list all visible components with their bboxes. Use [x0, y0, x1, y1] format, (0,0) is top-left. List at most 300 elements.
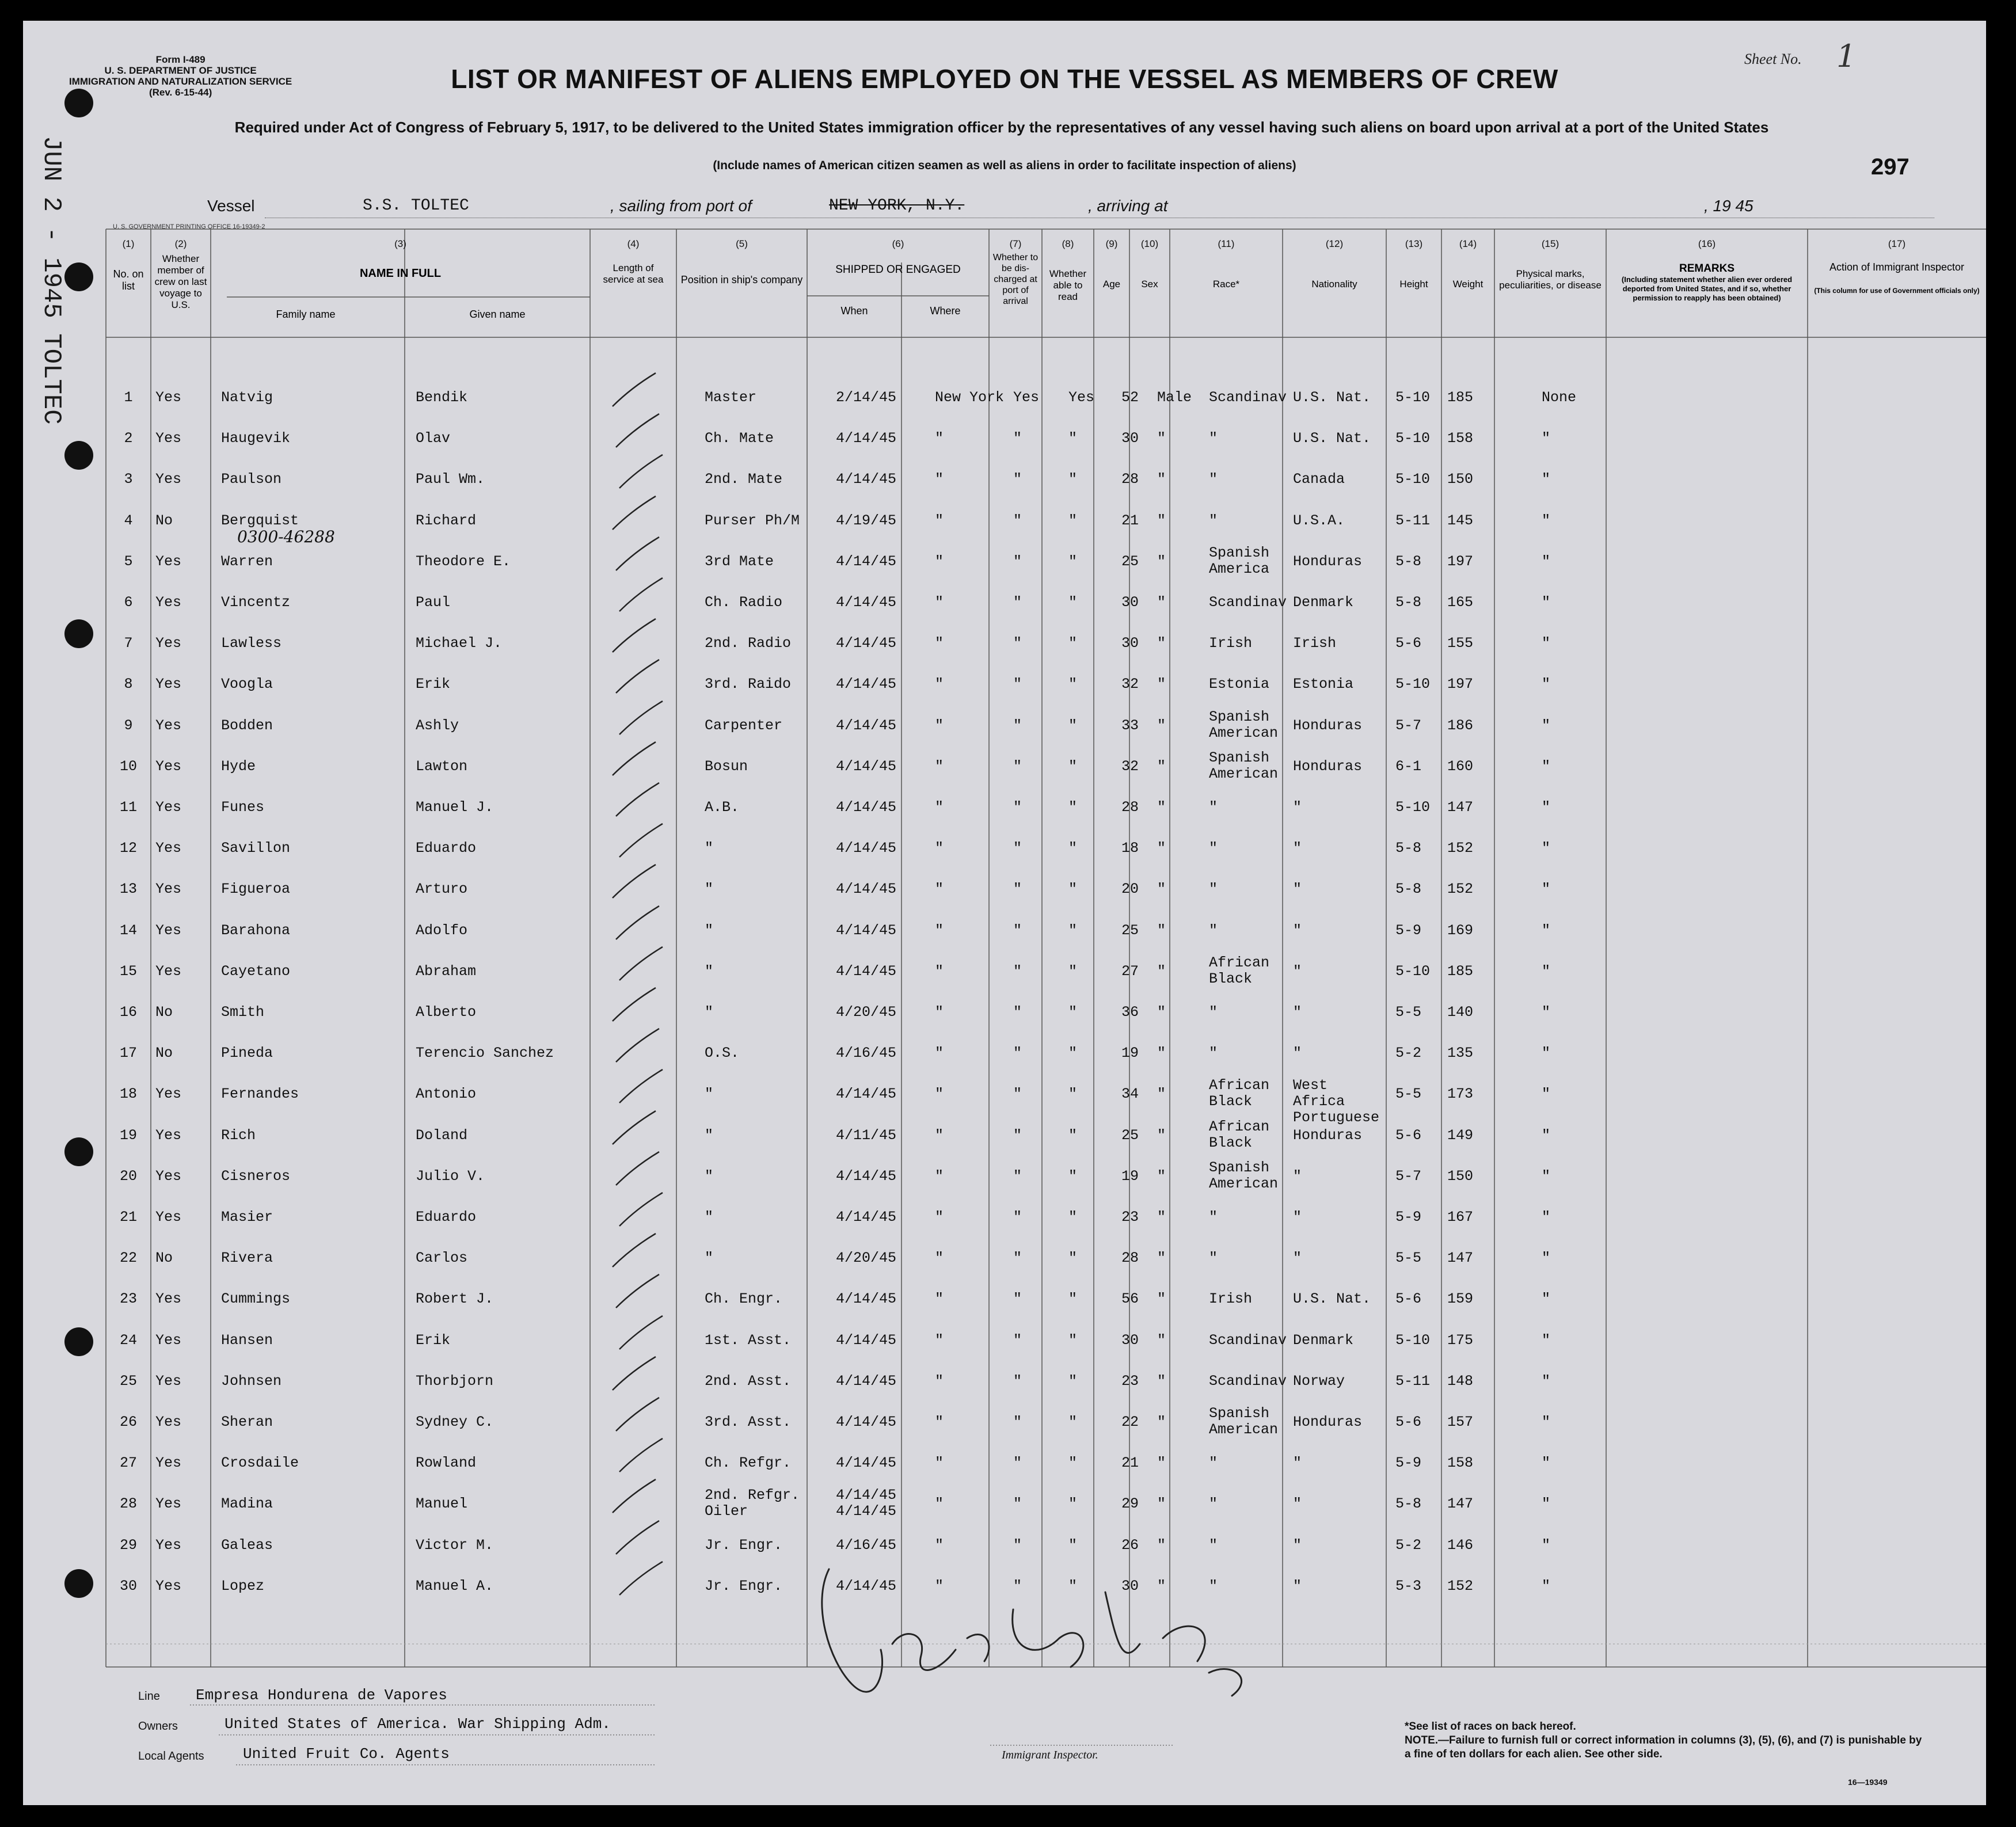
cell-height: 5-2	[1395, 1045, 1422, 1062]
cell-weight: 146	[1447, 1536, 1474, 1554]
cell-race: "	[1209, 512, 1218, 529]
cell-position: Bosun	[705, 758, 748, 775]
cell-when: 4/14/45	[836, 962, 897, 980]
cell-nat: "	[1293, 1004, 1302, 1021]
cell-given: Richard	[416, 512, 477, 529]
date-stamp: JUN 2 - 1945 TOLTEC	[37, 136, 66, 425]
cell-age: 30	[1121, 1577, 1139, 1594]
cell-position: Ch. Mate	[705, 430, 774, 447]
cell-when: 4/11/45	[836, 1126, 897, 1144]
cell-read: "	[1068, 676, 1078, 693]
cell-read: "	[1068, 881, 1078, 898]
cell-weight: 150	[1447, 1167, 1474, 1185]
arrival-year: , 19 45	[1704, 197, 1753, 215]
cell-no: 30	[119, 1577, 137, 1594]
cell-height: 5-10	[1395, 962, 1431, 980]
cell-family: Sheran	[221, 1414, 273, 1430]
cell-no: 21	[119, 1209, 137, 1225]
cell-position: "	[705, 881, 714, 898]
cell-phys: "	[1542, 1331, 1551, 1349]
cell-no: 14	[119, 922, 137, 939]
cell-height: 5-7	[1395, 1167, 1422, 1185]
header-remarks-note: (Including statement whether alien ever ordered deported from United States, and if so, whether permission to reapply has been obtained)	[1621, 275, 1793, 302]
cell-position: 3rd Mate	[705, 553, 774, 570]
form-identifier: Form I-489 U. S. DEPARTMENT OF JUSTICE IMMIGRATION AND NATURALIZATION SERVICE (Rev. 6-15-44)	[69, 54, 292, 98]
cell-member: Yes	[155, 553, 182, 570]
cell-height: 5-8	[1395, 553, 1422, 570]
cell-where: "	[935, 1209, 944, 1225]
cell-race: African Black	[1209, 1077, 1270, 1110]
cell-where: "	[935, 1331, 944, 1349]
cell-race: "	[1209, 1209, 1218, 1225]
cell-no: 13	[119, 881, 137, 898]
cell-weight: 197	[1447, 553, 1474, 570]
cell-sex: "	[1157, 1126, 1166, 1144]
cell-height: 5-10	[1395, 430, 1431, 447]
cell-given: Paul	[416, 594, 451, 611]
cell-sex: "	[1157, 594, 1166, 611]
cell-when: 4/16/45	[836, 1045, 897, 1062]
cell-position: "	[705, 962, 714, 980]
cell-height: 5-9	[1395, 1455, 1422, 1472]
cell-given: Carlos	[416, 1250, 468, 1267]
col-num: (10)	[1140, 238, 1159, 249]
cell-sex: "	[1157, 1004, 1166, 1021]
cell-position: 3rd. Asst.	[705, 1414, 792, 1430]
cell-where: "	[935, 1372, 944, 1390]
cell-sex: "	[1157, 1209, 1166, 1225]
cell-when: 4/14/45	[836, 758, 897, 775]
cell-where: "	[935, 512, 944, 529]
cell-phys: "	[1542, 881, 1551, 898]
cell-member: Yes	[155, 799, 182, 816]
cell-family: Haugevik	[221, 430, 291, 447]
cell-phys: "	[1542, 962, 1551, 980]
cell-member: Yes	[155, 1577, 182, 1594]
cell-member: Yes	[155, 1495, 182, 1513]
cell-age: 32	[1121, 758, 1139, 775]
cell-race: "	[1209, 1536, 1218, 1554]
line-value: Empresa Hondurena de Vapores	[196, 1687, 447, 1704]
cell-disch: "	[1013, 1455, 1022, 1472]
cell-phys: "	[1542, 553, 1551, 570]
sailing-label: , sailing from port of	[610, 197, 752, 215]
cell-age: 19	[1121, 1045, 1139, 1062]
cell-disch: "	[1013, 635, 1022, 652]
cell-member: Yes	[155, 1291, 182, 1308]
cell-family: Hansen	[221, 1331, 273, 1349]
cell-no: 2	[124, 430, 133, 447]
cell-race: Scandinav	[1209, 1372, 1287, 1390]
cell-phys: "	[1542, 1577, 1551, 1594]
header-able-read: Whether able to read	[1049, 268, 1087, 302]
cell-where: "	[935, 471, 944, 488]
cell-weight: 152	[1447, 840, 1474, 857]
cell-when: 4/14/45	[836, 635, 897, 652]
cell-nat: "	[1293, 962, 1302, 980]
cell-when: 4/19/45	[836, 512, 897, 529]
cell-where: "	[935, 922, 944, 939]
cell-where: "	[935, 1086, 944, 1103]
cell-when: 4/14/45	[836, 676, 897, 693]
cell-where: "	[935, 1045, 944, 1062]
cell-no: 6	[124, 594, 133, 611]
cell-no: 20	[119, 1167, 137, 1185]
cell-sex: "	[1157, 922, 1166, 939]
cell-disch: "	[1013, 840, 1022, 857]
cell-weight: 135	[1447, 1045, 1474, 1062]
cell-read: "	[1068, 1209, 1078, 1225]
cell-height: 5-6	[1395, 1126, 1422, 1144]
col-num: (12)	[1325, 238, 1344, 249]
owners-value: United States of America. War Shipping Adm.	[225, 1715, 611, 1733]
cell-phys: "	[1542, 430, 1551, 447]
cell-phys: "	[1542, 1167, 1551, 1185]
cell-family: Vincentz	[221, 594, 291, 611]
cell-where: "	[935, 1291, 944, 1308]
cell-nat: "	[1293, 1536, 1302, 1554]
cell-phys: "	[1542, 512, 1551, 529]
cell-age: 29	[1121, 1495, 1139, 1513]
cell-sex: "	[1157, 471, 1166, 488]
cell-member: No	[155, 1004, 173, 1021]
cell-disch: "	[1013, 1536, 1022, 1554]
cell-position: 3rd. Raido	[705, 676, 792, 693]
cell-when: 4/14/45	[836, 1455, 897, 1472]
cell-given: Robert J.	[416, 1291, 494, 1308]
cell-position: Jr. Engr.	[705, 1536, 783, 1554]
cell-given: Manuel A.	[416, 1577, 494, 1594]
cell-weight: 140	[1447, 1004, 1474, 1021]
cell-where: "	[935, 758, 944, 775]
cell-nat: U.S. Nat.	[1293, 389, 1371, 406]
cell-no: 18	[119, 1086, 137, 1103]
col-num: (7)	[1009, 238, 1022, 249]
cell-weight: 160	[1447, 758, 1474, 775]
cell-phys: "	[1542, 1414, 1551, 1430]
cell-sex: "	[1157, 1495, 1166, 1513]
cell-read: "	[1068, 1414, 1078, 1430]
page-subnote: (Include names of American citizen seamen as well as aliens in order to facilitate inspection of aliens)	[713, 159, 1296, 172]
cell-read: "	[1068, 1086, 1078, 1103]
sheet-number-value: 1	[1836, 38, 1857, 74]
cell-sex: "	[1157, 1331, 1166, 1349]
cell-member: No	[155, 512, 173, 529]
cell-family: Paulson	[221, 471, 282, 488]
cell-family: Smith	[221, 1004, 265, 1021]
cell-no: 8	[124, 676, 133, 693]
cell-position: Jr. Engr.	[705, 1577, 783, 1594]
cell-weight: 186	[1447, 717, 1474, 734]
cell-no: 15	[119, 962, 137, 980]
cell-where: "	[935, 1004, 944, 1021]
cell-family: Cummings	[221, 1291, 291, 1308]
cell-nat: Honduras	[1293, 1414, 1363, 1430]
col-num: (15)	[1541, 238, 1559, 249]
cell-member: Yes	[155, 1126, 182, 1144]
cell-no: 27	[119, 1455, 137, 1472]
cell-given: Manuel J.	[416, 799, 494, 816]
header-nationality: Nationality	[1311, 279, 1357, 290]
cell-read: "	[1068, 840, 1078, 857]
cell-race: Spanish American	[1209, 1405, 1279, 1438]
cell-height: 5-9	[1395, 922, 1422, 939]
cell-weight: 197	[1447, 676, 1474, 693]
cell-position: "	[705, 1126, 714, 1144]
cell-disch: "	[1013, 1086, 1022, 1103]
cell-member: Yes	[155, 430, 182, 447]
cell-age: 26	[1121, 1536, 1139, 1554]
cell-given: Manuel	[416, 1495, 468, 1513]
footer-rules	[23, 21, 1986, 1805]
inspector-label: Immigrant Inspector.	[1002, 1749, 1098, 1761]
header-weight: Weight	[1452, 279, 1484, 290]
cell-no: 3	[124, 471, 133, 488]
cell-sex: "	[1157, 758, 1166, 775]
cell-member: Yes	[155, 594, 182, 611]
col-num: (9)	[1105, 238, 1118, 249]
cell-when: 4/14/45	[836, 799, 897, 816]
cell-race: Irish	[1209, 635, 1253, 652]
header-no-on-list: No. on list	[113, 268, 144, 292]
cell-race: "	[1209, 1495, 1218, 1513]
cell-family: Figueroa	[221, 881, 291, 898]
cell-age: 30	[1121, 635, 1139, 652]
cell-nat: "	[1293, 1250, 1302, 1267]
col-num: (13)	[1405, 238, 1423, 249]
cell-nat: Honduras	[1293, 553, 1363, 570]
col-num: (16)	[1698, 238, 1716, 249]
cell-age: 28	[1121, 799, 1139, 816]
cell-height: 5-8	[1395, 881, 1422, 898]
cell-read: "	[1068, 430, 1078, 447]
cell-member: Yes	[155, 922, 182, 939]
vessel-label: Vessel	[207, 197, 255, 215]
cell-no: 23	[119, 1291, 137, 1308]
cell-weight: 152	[1447, 1577, 1474, 1594]
cell-weight: 147	[1447, 1495, 1474, 1513]
col-num: (11)	[1218, 238, 1235, 249]
cell-age: 25	[1121, 1126, 1139, 1144]
cell-disch: "	[1013, 1167, 1022, 1185]
header-name-in-full: NAME IN FULL	[359, 267, 442, 280]
cell-read: Yes	[1068, 389, 1095, 406]
cell-race: "	[1209, 1455, 1218, 1472]
cell-read: "	[1068, 1536, 1078, 1554]
cell-when: 4/14/45	[836, 1086, 897, 1103]
cell-sex: "	[1157, 553, 1166, 570]
cell-nat: "	[1293, 1209, 1302, 1225]
cell-no: 19	[119, 1126, 137, 1144]
cell-nat: Honduras	[1293, 717, 1363, 734]
cell-height: 5-9	[1395, 1209, 1422, 1225]
cell-member: Yes	[155, 1372, 182, 1390]
cell-height: 5-2	[1395, 1536, 1422, 1554]
cell-where: "	[935, 1536, 944, 1554]
cell-given: Arturo	[416, 881, 468, 898]
cell-given: Erik	[416, 1331, 451, 1349]
cell-no: 12	[119, 840, 137, 857]
cell-position: 2nd. Refgr. Oiler	[705, 1487, 800, 1520]
cell-when: 4/14/45	[836, 430, 897, 447]
cell-family: Lawless	[221, 635, 282, 652]
cell-phys: "	[1542, 1250, 1551, 1267]
cell-nat: Denmark	[1293, 594, 1354, 611]
cell-nat: Norway	[1293, 1372, 1345, 1390]
cell-height: 5-10	[1395, 1331, 1431, 1349]
cell-given: Antonio	[416, 1086, 477, 1103]
cell-age: 52	[1121, 389, 1139, 406]
cell-no: 28	[119, 1495, 137, 1513]
cell-age: 20	[1121, 881, 1139, 898]
cell-family: Johnsen	[221, 1372, 282, 1390]
cell-family: Lopez	[221, 1577, 265, 1594]
cell-read: "	[1068, 635, 1078, 652]
cell-phys: "	[1542, 1086, 1551, 1103]
cell-sex: "	[1157, 676, 1166, 693]
cell-position: Purser Ph/M	[705, 512, 800, 529]
cell-position: O.S.	[705, 1045, 740, 1062]
cell-when: 4/14/45	[836, 717, 897, 734]
cell-family: Savillon	[221, 840, 291, 857]
cell-height: 5-8	[1395, 594, 1422, 611]
cell-disch: "	[1013, 1126, 1022, 1144]
cell-where: "	[935, 635, 944, 652]
cell-disch: "	[1013, 1004, 1022, 1021]
cell-given: Terencio Sanchez	[416, 1045, 554, 1062]
cell-disch: "	[1013, 799, 1022, 816]
cell-read: "	[1068, 1495, 1078, 1513]
header-position: Position in ship's company	[680, 274, 803, 286]
cell-race: "	[1209, 430, 1218, 447]
cell-weight: 169	[1447, 922, 1474, 939]
cell-read: "	[1068, 1577, 1078, 1594]
cell-sex: "	[1157, 962, 1166, 980]
col-num: (14)	[1459, 238, 1477, 249]
cell-where: "	[935, 840, 944, 857]
cell-family: Pineda	[221, 1045, 273, 1062]
cell-disch: "	[1013, 717, 1022, 734]
header-age: Age	[1102, 279, 1121, 290]
cell-age: 36	[1121, 1004, 1139, 1021]
cell-member: Yes	[155, 389, 182, 406]
cell-read: "	[1068, 1372, 1078, 1390]
cell-where: "	[935, 594, 944, 611]
cell-nat: "	[1293, 1167, 1302, 1185]
cell-sex: "	[1157, 799, 1166, 816]
cell-sex: "	[1157, 840, 1166, 857]
cell-where: "	[935, 553, 944, 570]
cell-nat: Irish	[1293, 635, 1337, 652]
cell-race: Scandinav	[1209, 1331, 1287, 1349]
cell-member: Yes	[155, 1331, 182, 1349]
cell-sex: "	[1157, 1167, 1166, 1185]
cell-given: Olav	[416, 430, 451, 447]
cell-member: Yes	[155, 962, 182, 980]
cell-age: 30	[1121, 1331, 1139, 1349]
cell-phys: "	[1542, 799, 1551, 816]
cell-member: Yes	[155, 1209, 182, 1225]
cell-read: "	[1068, 1455, 1078, 1472]
cell-age: 22	[1121, 1414, 1139, 1430]
cell-age: 25	[1121, 922, 1139, 939]
cell-disch: "	[1013, 553, 1022, 570]
cell-age: 23	[1121, 1209, 1139, 1225]
cell-race: African Black	[1209, 1118, 1270, 1151]
cell-position: "	[705, 1250, 714, 1267]
footer-notes: *See list of races on back hereof. NOTE.—Failure to furnish full or correct information in columns (3), (5), (6), and (7) is punishable by a fine of ten dollars for each alien. See other side.	[1405, 1721, 1922, 1760]
header-race: Race*	[1212, 279, 1240, 290]
cell-sex: "	[1157, 635, 1166, 652]
cell-phys: None	[1542, 389, 1577, 406]
cell-position: "	[705, 840, 714, 857]
cell-race: "	[1209, 1250, 1218, 1267]
cell-race: Spanish American	[1209, 708, 1279, 741]
cell-sex: "	[1157, 717, 1166, 734]
cell-weight: 152	[1447, 881, 1474, 898]
cell-when: 4/14/45	[836, 1331, 897, 1349]
cell-where: "	[935, 881, 944, 898]
cell-no: 4	[124, 512, 133, 529]
cell-height: 5-10	[1395, 471, 1431, 488]
cell-position: Ch. Refgr.	[705, 1455, 792, 1472]
cell-no: 24	[119, 1331, 137, 1349]
cell-weight: 145	[1447, 512, 1474, 529]
col-num: (2)	[174, 238, 187, 249]
cell-nat: West Africa Portuguese	[1293, 1077, 1380, 1126]
cell-disch: "	[1013, 962, 1022, 980]
cell-read: "	[1068, 1291, 1078, 1308]
cell-read: "	[1068, 594, 1078, 611]
cell-height: 5-8	[1395, 840, 1422, 857]
cell-member: No	[155, 1045, 173, 1062]
cell-position: Master	[705, 389, 757, 406]
cell-family: Cayetano	[221, 962, 291, 980]
cell-position: 2nd. Asst.	[705, 1372, 792, 1390]
cell-given: Thorbjorn	[416, 1372, 494, 1390]
cell-member: Yes	[155, 717, 182, 734]
cell-when: 2/14/45	[836, 389, 897, 406]
cell-phys: "	[1542, 1455, 1551, 1472]
cell-member: Yes	[155, 471, 182, 488]
cell-where: "	[935, 1126, 944, 1144]
cell-height: 5-3	[1395, 1577, 1422, 1594]
cell-given: Adolfo	[416, 922, 468, 939]
cell-disch: "	[1013, 676, 1022, 693]
cell-height: 5-10	[1395, 389, 1431, 406]
cell-age: 21	[1121, 512, 1139, 529]
form-code: 16—19349	[1848, 1777, 1888, 1787]
cell-weight: 185	[1447, 962, 1474, 980]
cell-when: 4/14/45	[836, 1209, 897, 1225]
header-discharged: Whether to be dis-charged at port of arrival	[992, 253, 1039, 306]
cell-disch: "	[1013, 1331, 1022, 1349]
agents-label: Local Agents	[138, 1750, 204, 1763]
cell-when: 4/14/45	[836, 471, 897, 488]
cell-nat: U.S.A.	[1293, 512, 1345, 529]
cell-race: "	[1209, 471, 1218, 488]
cell-family: Bodden	[221, 717, 273, 734]
cell-disch: "	[1013, 1209, 1022, 1225]
cell-when: 4/14/45 4/14/45	[836, 1487, 897, 1520]
cell-when: 4/14/45	[836, 840, 897, 857]
cell-member: Yes	[155, 1536, 182, 1554]
cell-position: Carpenter	[705, 717, 783, 734]
cell-disch: "	[1013, 1495, 1022, 1513]
cell-height: 5-5	[1395, 1004, 1422, 1021]
cell-weight: 173	[1447, 1086, 1474, 1103]
cell-where: "	[935, 1167, 944, 1185]
